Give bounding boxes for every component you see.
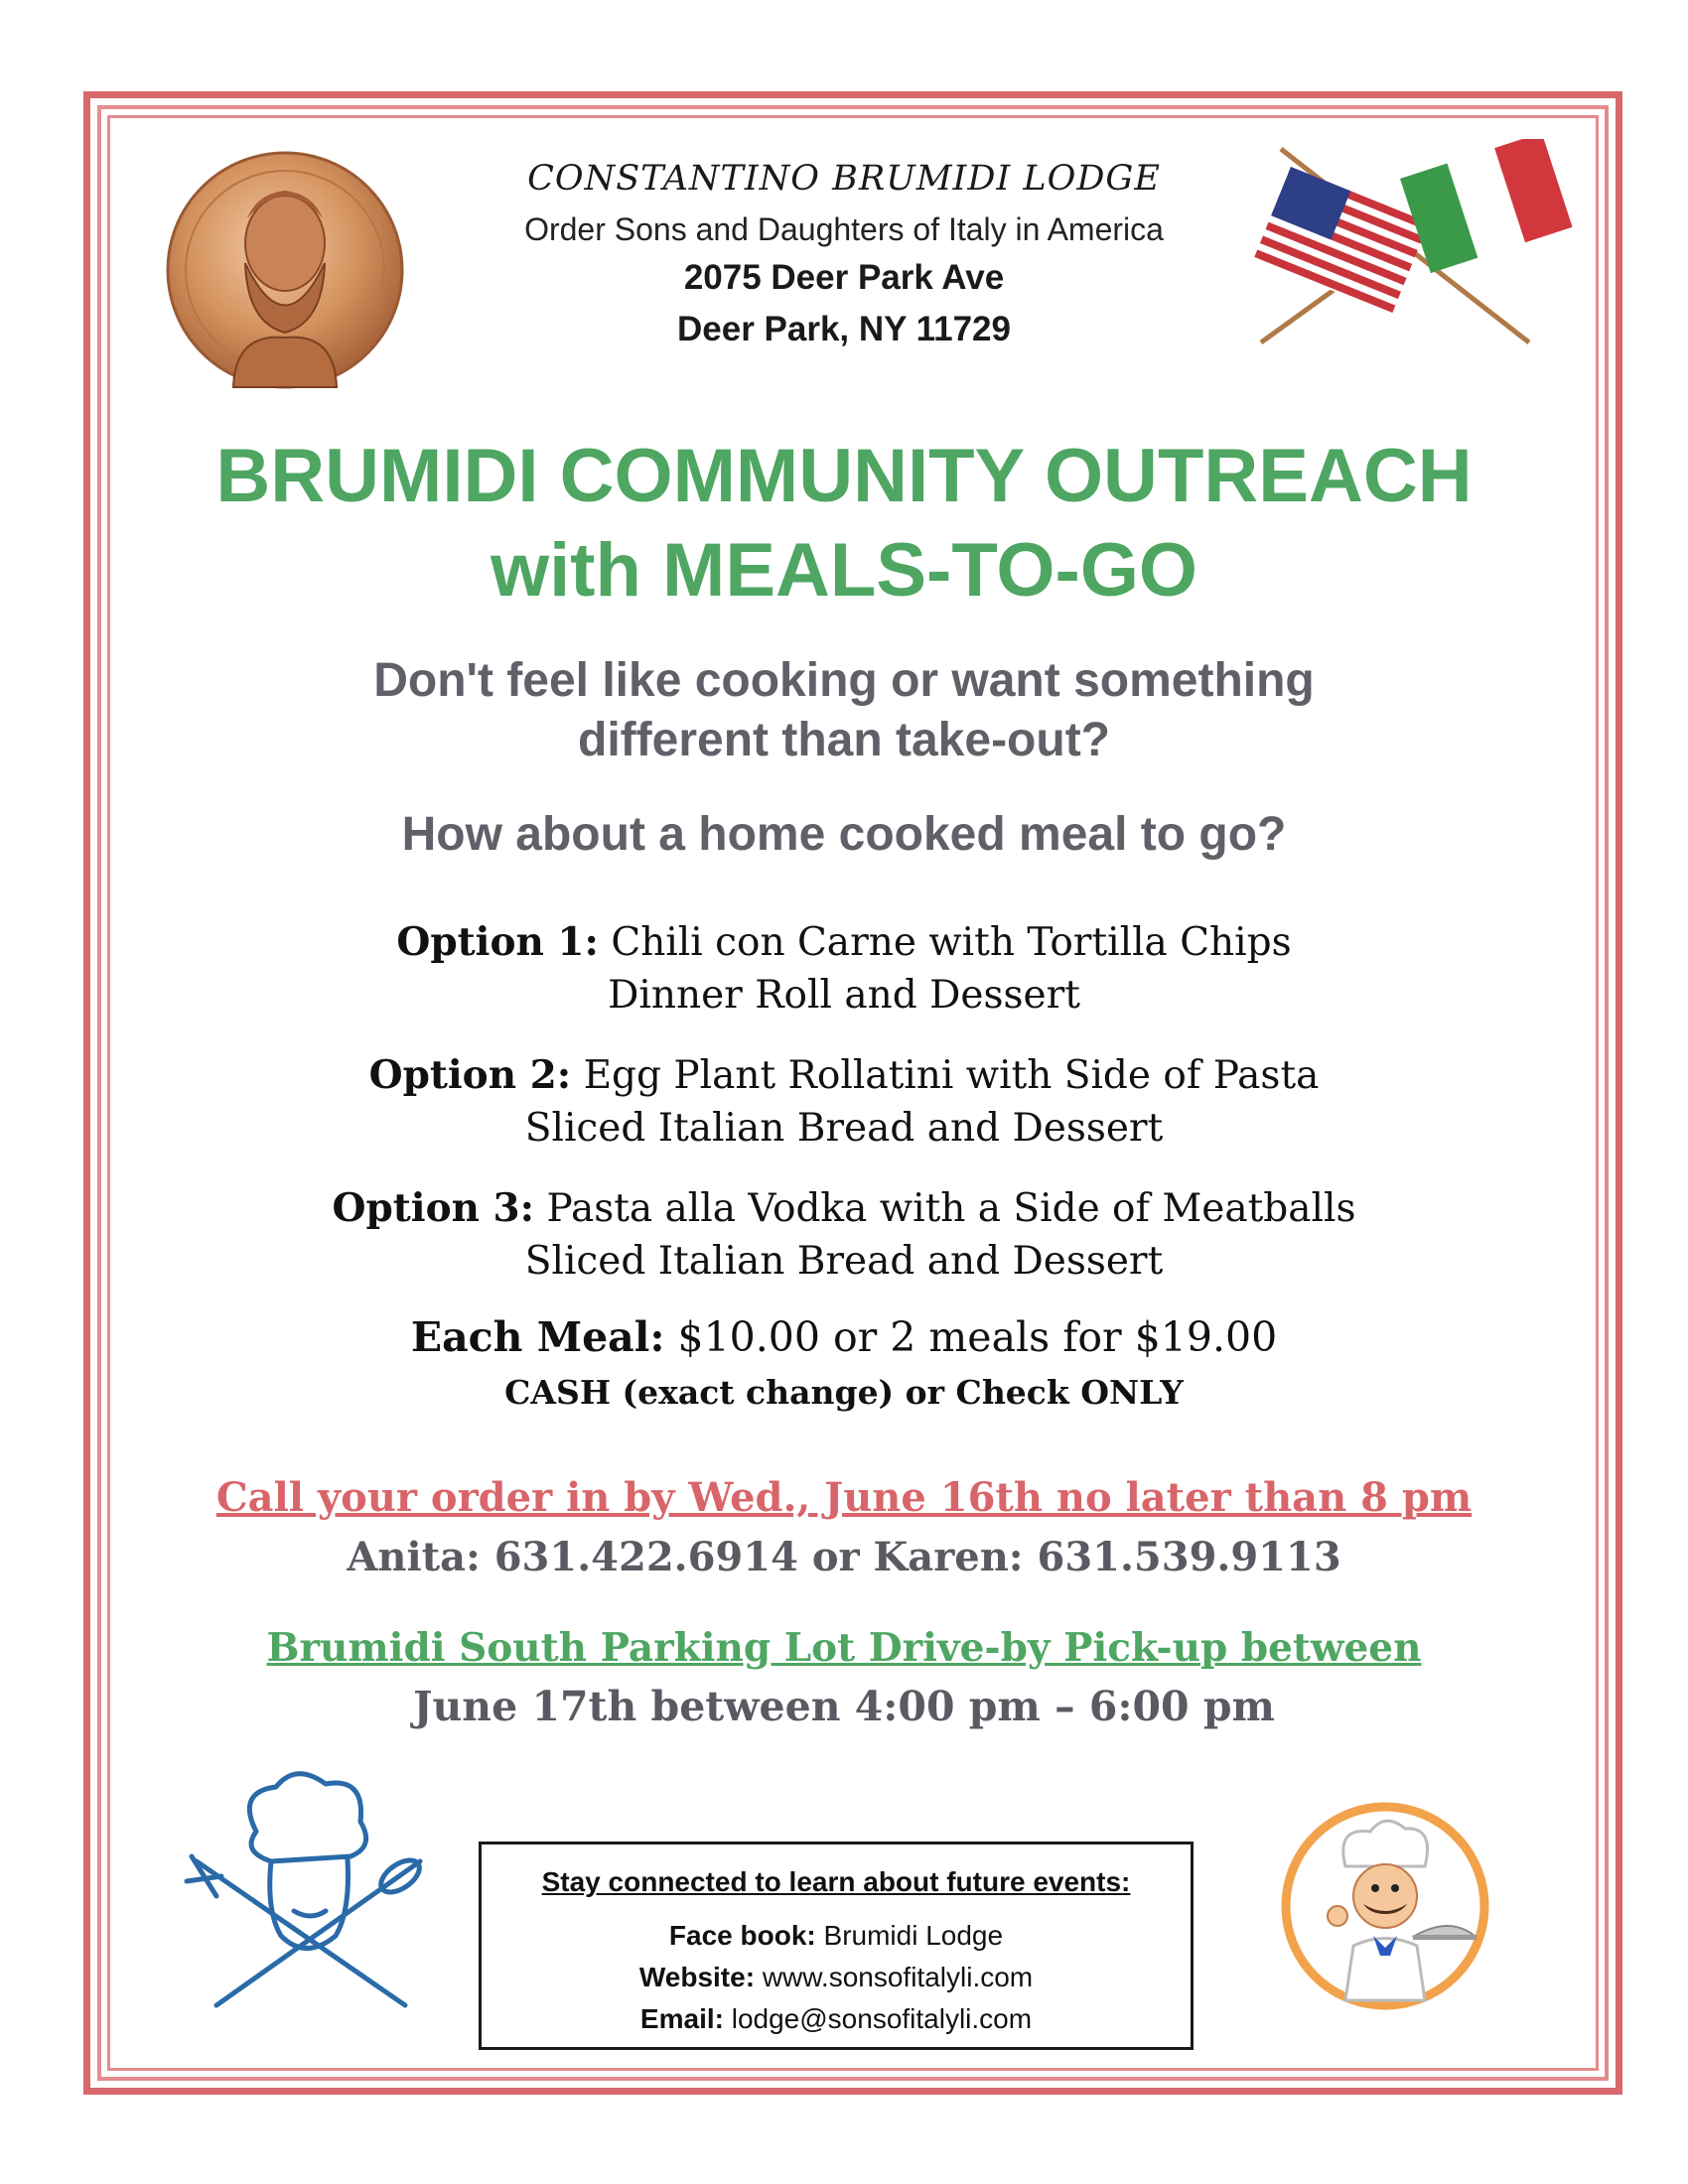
- contact-website: [482, 1962, 1191, 1993]
- headline-line1: BRUMIDI COMMUNITY OUTREACH: [215, 434, 1473, 518]
- facebook-value[interactable]: Brumidi Lodge: [823, 1920, 1004, 1951]
- option-2: [0, 1048, 1688, 1103]
- pickup-location: Brumidi South Parking Lot Drive-by Pick-up between: [266, 1625, 1422, 1671]
- option-1-detail: Dinner Roll and Dessert: [608, 973, 1080, 1018]
- cartoon-chef-icon: [1276, 1797, 1494, 2015]
- facebook-label: Face book:: [668, 1920, 816, 1951]
- chef-outline-icon: [177, 1762, 440, 2030]
- option-line1: Egg Plant Rollatini with Side of Pasta: [583, 1053, 1320, 1098]
- subhead-line2: different than take-out?: [578, 714, 1110, 766]
- price-line: [0, 1313, 1688, 1361]
- address-line1: 2075 Deer Park Ave: [683, 258, 1005, 297]
- pickup-time: June 17th between 4:00 pm – 6:00 pm: [413, 1683, 1275, 1730]
- subhead-line3: How about a home cooked meal to go?: [401, 808, 1287, 861]
- email-link[interactable]: lodge@sonsofitalyli.com: [731, 2003, 1033, 2034]
- option-label: Option 1:: [396, 919, 599, 965]
- contact-facebook: [482, 1920, 1191, 1952]
- subhead-line1: Don't feel like cooking or want something: [373, 654, 1315, 707]
- website-link[interactable]: www.sonsofitalyli.com: [762, 1962, 1034, 1992]
- address-line2: Deer Park, NY 11729: [676, 310, 1011, 348]
- price-label: Each Meal:: [410, 1313, 665, 1361]
- lodge-name: CONSTANTINO BRUMIDI LODGE: [527, 159, 1161, 199]
- payment-terms: CASH (exact change) or Check ONLY: [504, 1373, 1184, 1412]
- price-value: $10.00 or 2 meals for $19.00: [677, 1313, 1278, 1361]
- email-label: Email:: [639, 2003, 724, 2034]
- option-line1: Chili con Carne with Tortilla Chips: [611, 920, 1292, 965]
- option-line1: Pasta alla Vodka with a Side of Meatballs: [546, 1186, 1356, 1231]
- headline-line2: with MEALS-TO-GO: [490, 528, 1198, 613]
- option-1: [0, 915, 1688, 970]
- option-label: Option 3:: [332, 1185, 535, 1231]
- order-deadline: Call your order in by Wed., June 16th no later than 8 pm: [215, 1474, 1473, 1521]
- website-label: Website:: [638, 1962, 756, 1992]
- contact-email: [482, 2003, 1191, 2035]
- lodge-order: Order Sons and Daughters of Italy in America: [524, 211, 1164, 247]
- option-label: Option 2:: [368, 1052, 572, 1098]
- contact-heading: Stay connected to learn about future events:: [541, 1866, 1131, 1897]
- contact-box: [479, 1842, 1194, 2050]
- option-3-detail: Sliced Italian Bread and Dessert: [524, 1239, 1164, 1284]
- order-phones: Anita: 631.422.6914 or Karen: 631.539.9113: [347, 1534, 1341, 1580]
- option-3: [0, 1181, 1688, 1236]
- option-2-detail: Sliced Italian Bread and Dessert: [524, 1106, 1164, 1151]
